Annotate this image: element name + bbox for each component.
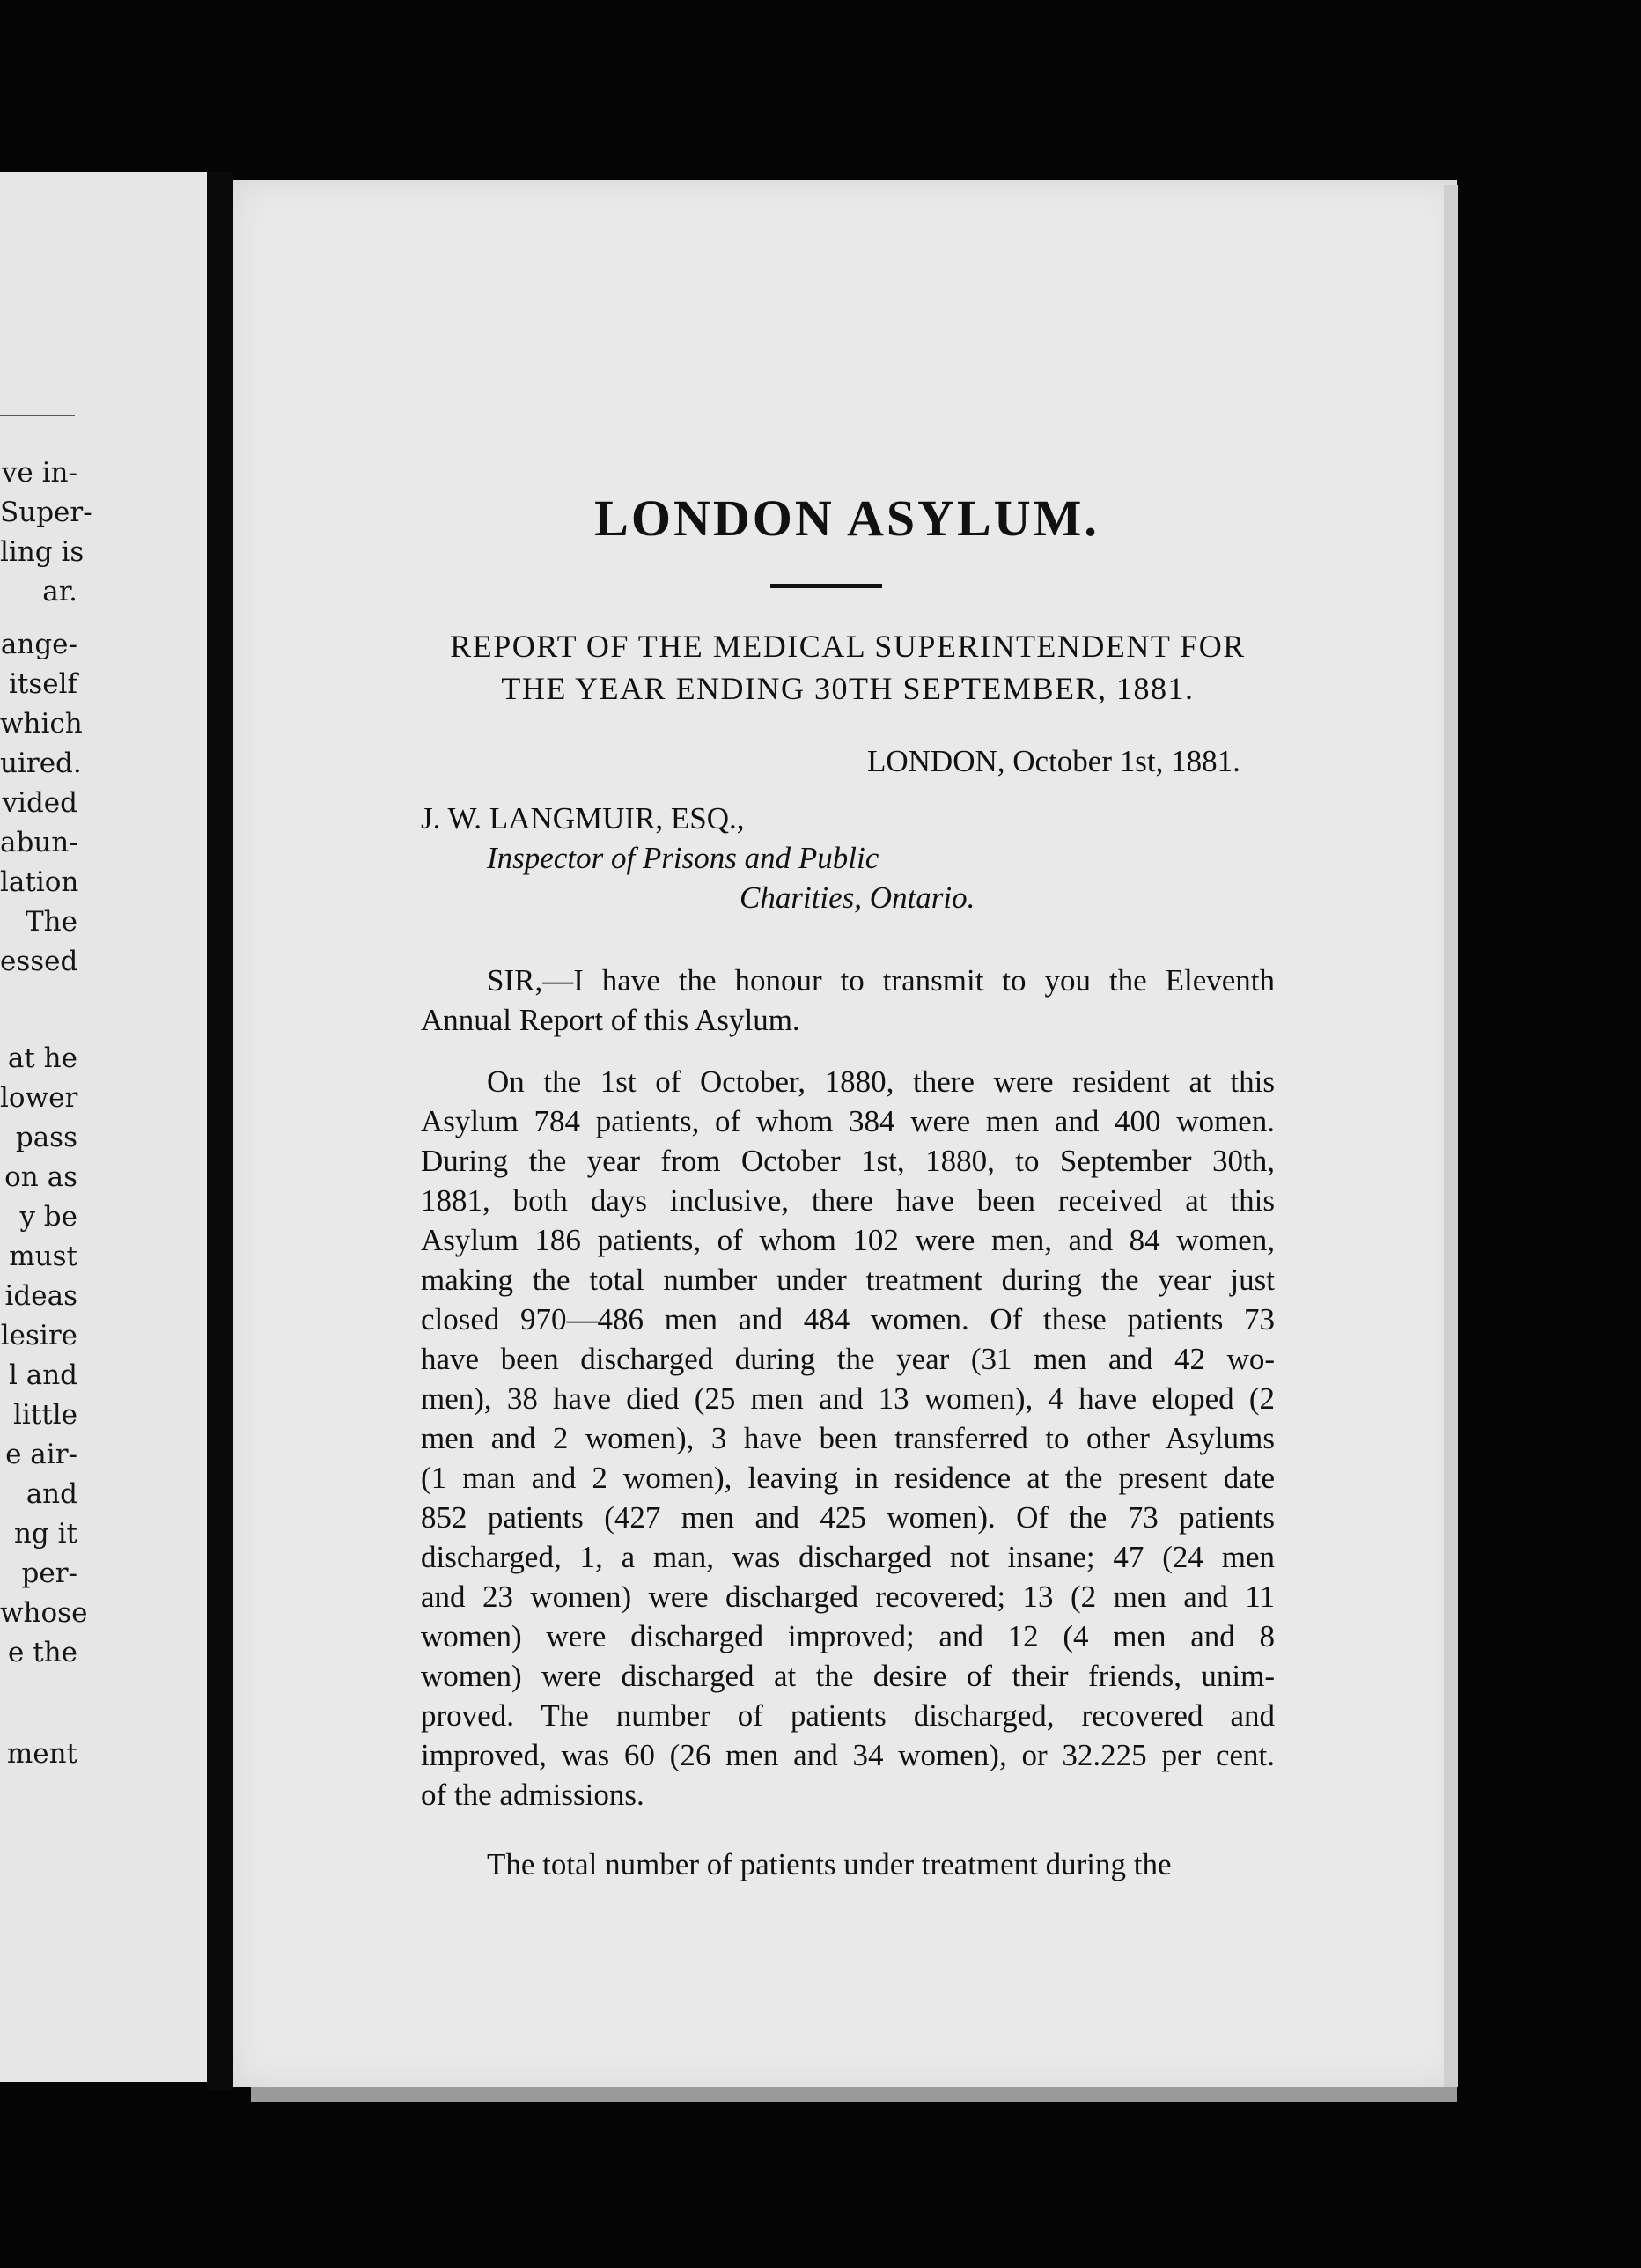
paragraph2-line: During the year from October 1st, 1880, to September 30th,: [421, 1144, 1275, 1178]
left-page-line: and: [26, 1478, 77, 1510]
paragraph1-line: SIR,—I have the honour to transmit to you the Eleventh: [487, 963, 1275, 998]
paragraph2-line: women) were discharged improved; and 12 (4 men and 8: [421, 1619, 1275, 1653]
paragraph2-line: 1881, both days inclusive, there have been received at this: [421, 1183, 1275, 1218]
addressee-title-line-1: Inspector of Prisons and Public: [487, 841, 879, 875]
paragraph2-line: 852 patients (427 men and 425 women). Of the 73 patients: [421, 1500, 1275, 1535]
left-page-line: on as: [4, 1161, 77, 1193]
page-bottom-edge: [251, 2087, 1457, 2102]
left-page-line: pass: [15, 1122, 77, 1153]
left-page-line: lation: [0, 866, 79, 898]
left-page-line: must: [9, 1241, 77, 1272]
left-page-line: per-: [21, 1557, 77, 1589]
paragraph2-line: men and 2 women), 3 have been transferred to other Asylums: [421, 1421, 1275, 1455]
left-page-line: vided: [2, 787, 77, 819]
page-edge: [1444, 185, 1458, 2087]
left-page-line: itself: [8, 668, 77, 700]
book-gutter: [207, 172, 233, 2091]
left-page-line: e air-: [5, 1439, 77, 1470]
paragraph2-line: have been discharged during the year (31 men and 42 wo-: [421, 1342, 1275, 1376]
paragraph2-line: making the total number under treatment during the year just: [421, 1263, 1275, 1297]
left-page-line: The: [26, 906, 77, 938]
left-page-line: essed: [0, 946, 78, 977]
left-page-line: whose: [0, 1597, 88, 1629]
left-page-line: which: [0, 708, 83, 740]
left-page-line: ar.: [42, 576, 77, 608]
left-page-line: Super-: [0, 497, 92, 528]
left-page-rule: [0, 415, 75, 416]
addressee-name: J. W. LANGMUIR, ESQ.,: [421, 801, 745, 836]
page-title: LONDON ASYLUM.: [594, 490, 1100, 547]
left-page-line: e the: [8, 1637, 77, 1668]
left-page-line: at he: [7, 1042, 77, 1074]
left-page-line: l and: [8, 1359, 77, 1391]
paragraph2-line: of the admissions.: [421, 1778, 644, 1812]
paragraph2-line: proved. The number of patients discharged, recovered and: [421, 1698, 1275, 1733]
paragraph2-line: improved, was 60 (26 men and 34 women), or 32.225 per cent.: [421, 1738, 1275, 1772]
paragraph2-line: discharged, 1, a man, was discharged not insane; 47 (24 men: [421, 1540, 1275, 1574]
left-page-line: ange-: [0, 629, 77, 660]
dateline: LONDON, October 1st, 1881.: [867, 744, 1240, 778]
paragraph2-line: and 23 women) were discharged recovered; 13 (2 men and 11: [421, 1580, 1275, 1614]
paragraph1-line: Annual Report of this Asylum.: [421, 1003, 800, 1037]
report-subtitle-line-1: REPORT OF THE MEDICAL SUPERINTENDENT FOR: [450, 629, 1246, 664]
left-page-line: lower: [0, 1082, 78, 1114]
paragraph2-line: Asylum 186 patients, of whom 102 were men, and 84 women,: [421, 1223, 1275, 1257]
paragraph3-line: The total number of patients under treatment during the: [487, 1847, 1172, 1881]
paragraph2-line: closed 970—486 men and 484 women. Of these patients 73: [421, 1302, 1275, 1336]
left-page-line: ling is: [0, 536, 85, 568]
report-subtitle-line-2: THE YEAR ENDING 30TH SEPTEMBER, 1881.: [501, 671, 1195, 706]
left-page-line: ment: [6, 1738, 77, 1770]
left-facing-page: [0, 172, 207, 2082]
paragraph2-line: Asylum 784 patients, of whom 384 were men and 400 women.: [421, 1104, 1275, 1138]
left-page-line: uired.: [0, 747, 82, 779]
left-page-line: y be: [19, 1201, 77, 1233]
addressee-title-line-2: Charities, Ontario.: [740, 880, 975, 915]
paragraph2-line: men), 38 have died (25 men and 13 women), 4 have eloped (2: [421, 1381, 1275, 1416]
left-page-line: ideas: [4, 1280, 77, 1312]
title-rule: [770, 584, 882, 588]
left-page-line: lesire: [0, 1320, 77, 1351]
paragraph2-line: On the 1st of October, 1880, there were resident at this: [487, 1064, 1275, 1099]
paragraph2-line: (1 man and 2 women), leaving in residence at the present date: [421, 1461, 1275, 1495]
paragraph2-line: women) were discharged at the desire of their friends, unim-: [421, 1659, 1275, 1693]
left-page-line: abun-: [0, 827, 78, 858]
left-page-line: little: [12, 1399, 77, 1431]
left-page-line: ng it: [13, 1518, 77, 1550]
left-page-line: ve in-: [1, 457, 77, 489]
